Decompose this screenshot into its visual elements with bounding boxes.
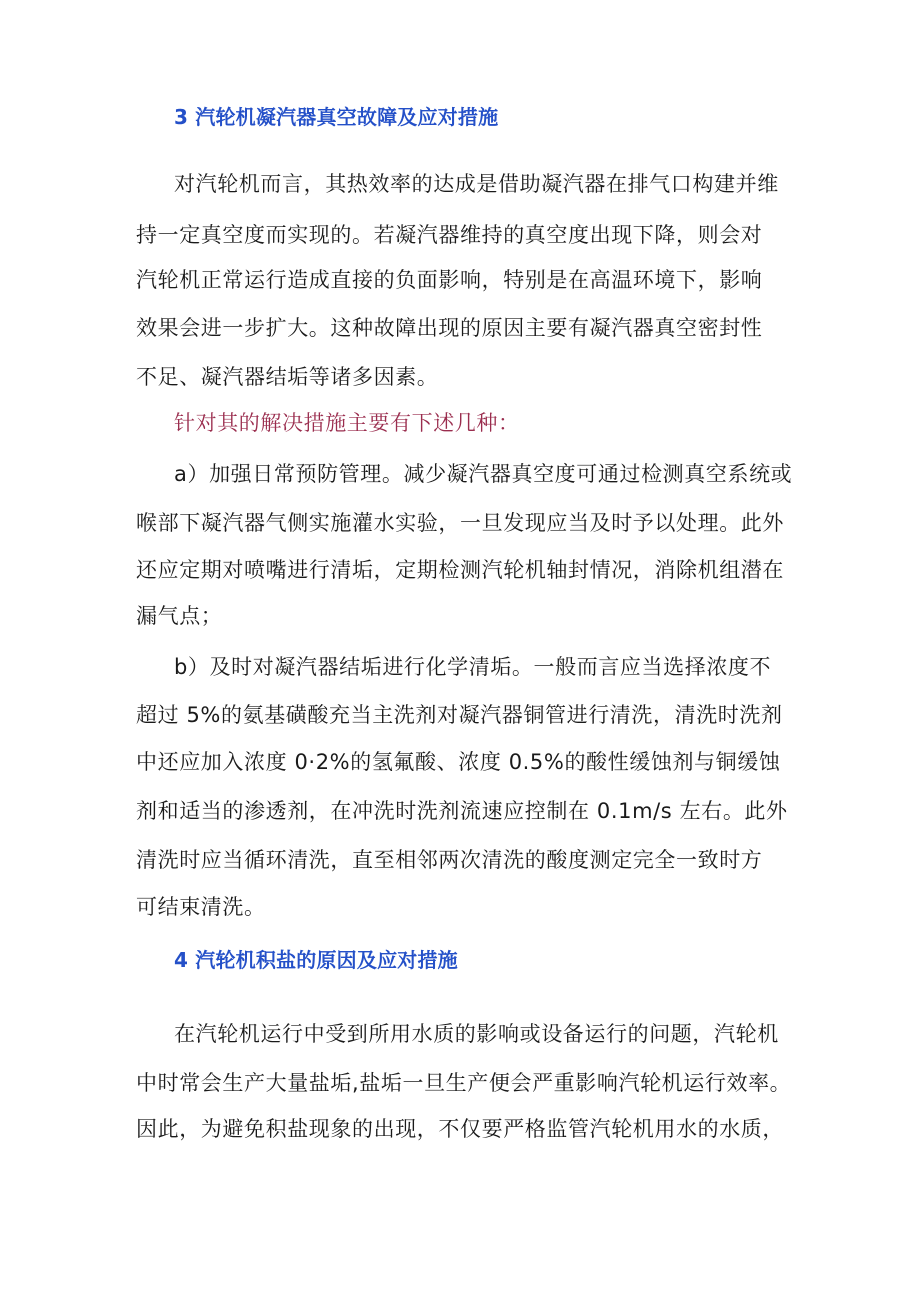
paragraph-line: 因此，为避免积盐现象的出现，不仅要严格监管汽轮机用水的水质， (136, 1117, 784, 1141)
paragraph-line: 效果会进一步扩大。这种故障出现的原因主要有凝汽器真空密封性 (136, 316, 763, 340)
paragraph-line: 在汽轮机运行中受到所用水质的影响或设备运行的问题，汽轮机 (174, 1022, 779, 1046)
measures-lead: 针对其的解决措施主要有下述几种： (174, 411, 520, 435)
paragraph-line: a）加强日常预防管理。减少凝汽器真空度可通过检测真空系统或 (174, 462, 793, 486)
paragraph-line: 持一定真空度而实现的。若凝汽器维持的真空度出现下降，则会对 (136, 223, 763, 247)
section-3-heading: 3 汽轮机凝汽器真空故障及应对措施 (174, 105, 499, 129)
paragraph-line: 中时常会生产大量盐垢,盐垢一旦生产便会严重影响汽轮机运行效率。 (136, 1071, 792, 1095)
paragraph-line: 不足、凝汽器结垢等诸多因素。 (136, 365, 439, 389)
paragraph-line: 中还应加入浓度 0·2%的氢氟酸、浓度 0.5%的酸性缓蚀剂与铜缓蚀 (136, 750, 781, 774)
section-4-heading: 4 汽轮机积盐的原因及应对措施 (174, 948, 458, 972)
paragraph-line: b）及时对凝汽器结垢进行化学清垢。一般而言应当选择浓度不 (174, 655, 772, 679)
paragraph-line: 喉部下凝汽器气侧实施灌水实验，一旦发现应当及时予以处理。此外 (136, 511, 784, 535)
paragraph-line: 清洗时应当循环清洗，直至相邻两次清洗的酸度测定完全一致时方 (136, 848, 763, 872)
paragraph-line: 可结束清洗。 (136, 895, 266, 919)
paragraph-line: 漏气点； (136, 604, 223, 628)
paragraph-line: 还应定期对喷嘴进行清垢，定期检测汽轮机轴封情况，消除机组潜在 (136, 558, 784, 582)
paragraph-line: 超过 5%的氨基磺酸充当主洗剂对凝汽器铜管进行清洗，清洗时洗剂 (136, 703, 783, 727)
paragraph-line: 对汽轮机而言，其热效率的达成是借助凝汽器在排气口构建并维 (174, 172, 779, 196)
paragraph-line: 汽轮机正常运行造成直接的负面影响，特别是在高温环境下，影响 (136, 268, 763, 292)
paragraph-line: 剂和适当的渗透剂，在冲洗时洗剂流速应控制在 0.1m/s 左右。此外 (136, 799, 788, 823)
